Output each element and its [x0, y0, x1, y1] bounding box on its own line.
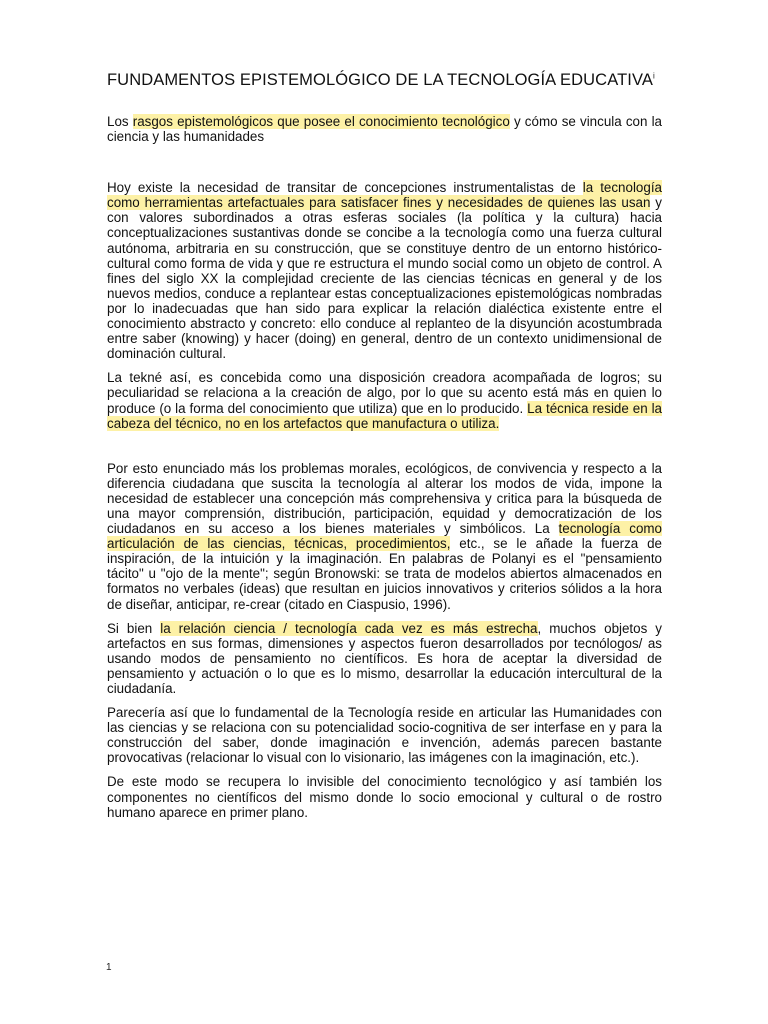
paragraph-science-technology: [107, 621, 662, 696]
title-footnote-mark: i: [652, 71, 655, 81]
paragraph-text: y con valores subordinados a otras esferas sociales (la política y la cultura) hacia conceptualizaciones sustantivas donde se concibe a la tecnología como una fuerza cultural autónoma, arbitraria en su construcción, que se constituye dentro de un entorno histórico-cultural como forma de vida y que re estructura el mundo social como un objeto de control. A fines del siglo XX la complejidad creciente de las ciencias técnicas en general y de los nuevos medios, conduce a replantear estas conceptualizaciones epistemológicas nombradas por lo inadecuadas que han sido para explicar la relación dialéctica existente entre el conocimiento abstracto y concreto: ello conduce al replanteo de la disyunción acostumbrada entre saber (knowing) y hacer (doing) en general, dentro de un contexto unidimensional de dominación cultural.: [107, 195, 662, 362]
paragraph-humanities: [107, 705, 662, 765]
paragraph-text: y cómo se vincula con la ciencia y las humanidades: [107, 114, 663, 145]
paragraph-text: Si bien: [107, 620, 161, 636]
paragraph-text: Por esto enunciado más los problemas morales, ecológicos, de convivencia y respecto a la diferencia ciudadana que suscita la tecnología al alterar los modos de vida, impone la necesidad de establecer una concepción más comprehensiva y critica para la búsqueda de una mayor comprensión, distribución, participación, equidad y democratización de los ciudadanos en su acceso a los bienes materiales y simbólicos. La: [107, 460, 662, 537]
paragraph-text: Los: [107, 114, 133, 129]
highlighted-text: la relación ciencia / tecnología cada vez es más estrecha: [160, 620, 538, 636]
highlighted-text: la tecnología como herramientas artefactuales para satisfacer fines y necesidades de quienes las usan: [107, 180, 662, 211]
paragraph-intro: [107, 114, 662, 144]
paragraph-text: De este modo se recupera lo invisible del conocimiento tecnológico y así también los componentes no científicos del mismo donde lo socio emocional y cultural o de rostro humano aparece en primer plano.: [107, 774, 662, 820]
paragraph-invisible-knowledge: [107, 774, 662, 819]
document-page: [107, 70, 662, 820]
paragraph-tekne: [107, 370, 662, 430]
paragraph-text: Hoy existe la necesidad de transitar de concepciones instrumentalistas de: [107, 180, 583, 196]
paragraph-text: etc., se le añade la fuerza de inspiración, de la intuición y la imaginación. En palabras de Polanyi es el "pensamiento tácito" u "ojo de la mente"; según Bronowski: se trata de modelos abiertos almacenados en formatos no verbales (ideas) que resultan en juicios innovativos y criterios sólidos a la hora de diseñar, anticipar, re-crear (citado en Ciaspusio, 1996).: [107, 536, 662, 612]
page-number: 1: [106, 962, 112, 973]
paragraph-text: La tekné así, es concebida como una disposición creadora acompañada de logros; su peculiaridad se relaciona a la creación de algo, por lo que su acento está más en quien lo produce (o la forma del conocimiento que utiliza) que en lo producido.: [107, 370, 662, 416]
document-title-text: FUNDAMENTOS EPISTEMOLÓGICO DE LA TECNOLOGÍA EDUCATIVA: [107, 71, 653, 89]
paragraph-instrumentalism: [107, 180, 662, 361]
paragraph-text: Parecería así que lo fundamental de la Tecnología reside en articular las Humanidades con las ciencias y se relaciona con su potencialidad socio-cognitiva de ser interfase en y para la construcción del saber, donde imaginación e invención, además parecen bastante provocativas (relacionar lo visual con lo visionario, las imágenes con la imaginación, etc.).: [107, 705, 662, 766]
highlighted-text: La técnica reside en la cabeza del técnico, no en los artefactos que manufactura o utiliza.: [107, 400, 662, 431]
highlighted-text: rasgos epistemológicos que posee el conocimiento tecnológico: [132, 114, 510, 129]
document-title: [107, 70, 662, 91]
paragraph-comprehensive-conception: [107, 461, 662, 612]
paragraph-text: , muchos objetos y artefactos en sus formas, dimensiones y aspectos fueron desarrollados por tecnólogos/ as usando modos de pensamiento no científicos. Es hora de aceptar la diversidad de pensamiento y actuación o lo que es lo mismo, desarrollar la educación intercultural de la ciudadanía.: [107, 620, 663, 696]
highlighted-text: tecnología como articulación de las ciencias, técnicas, procedimientos,: [107, 521, 662, 552]
